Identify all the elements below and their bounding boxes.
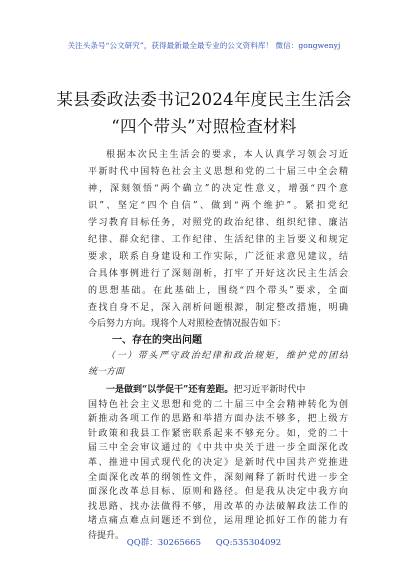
document-title-line-2: “四个带头”对照检查材料 — [111, 117, 297, 136]
point-1-text: 把习近平新时代中 — [233, 385, 306, 395]
point-1-first-line — [106, 383, 348, 398]
intro-line: 今后努力方向。现将个人对照检查情况报告如下： — [88, 319, 287, 329]
intro-line: 识”、坚定“四个自信”、做到“两个维护”。紧扣党纪 — [88, 201, 348, 211]
point-1-line: 堵点痛点难点问题还不到位，运用理论抓好工作的能力有 — [88, 516, 348, 527]
document-title-line-1: 某县委政法委书记2024年度民主生活会 — [56, 90, 352, 109]
intro-line: 平新时代中国特色社会主义思想和党的二十届三中全会精 — [88, 167, 348, 177]
intro-line: 合具体事例进行了深刻剖析，打牢了开好这次民主生活会 — [88, 269, 348, 279]
intro-line: 查找自身不足，深入剖析问题根源，制定整改措施，明确 — [88, 303, 348, 313]
point-1-line: 待提升。 — [88, 531, 125, 541]
footer-qq-group: QQ群：30265665 — [126, 538, 201, 548]
intro-line: 纪律、群众纪律、工作纪律、生活纪律的主旨要义和规定 — [88, 235, 348, 245]
point-1-line: 新推动各项工作的思路和举措方面办法不够多，把上级方 — [88, 414, 348, 425]
point-1-line: 针政策和我县工作紧密联系起来不够充分。如，党的二十 — [88, 428, 348, 439]
point-1-line: 全面深化改革的纲领性文件，深刻阐释了新时代进一步全 — [88, 472, 348, 483]
footer-qq: QQ:535304092 — [215, 538, 282, 548]
point-1-line: 革、推进中国式现代化的决定》是新时代中国共产党推进 — [88, 458, 348, 468]
header-note: 关注头条号“公文研究”，获得最新最全最专业的公文资料库！ 微信：gongwenyj — [67, 41, 341, 50]
intro-line: 学习教育目标任务，对照党的政治纪律、组织纪律、廉洁 — [88, 218, 348, 228]
intro-line: 要求，联系自身建设和工作实际，广泛征求意见建议，结 — [88, 252, 348, 262]
point-1-line: 找思路、找办法做得不够，用改革的办法破解政法工作的 — [88, 501, 348, 512]
point-1-line: 届三中全会审议通过的《中共中央关于进一步全面深化改 — [88, 443, 348, 454]
intro-line: 根据本次民主生活会的要求，本人认真学习领会习近 — [106, 150, 348, 160]
intro-line: 神，深刻领悟“两个确立”的决定性意义，增强“四个意 — [88, 184, 348, 194]
subsection-heading-line-2: 统一方面 — [88, 367, 125, 377]
point-1-line: 面深化改革总目标、原则和路径。但是我从决定中我方向 — [88, 487, 348, 498]
subsection-heading-line-1: （一）带头严守政治纪律和政治规矩，维护党的团结 — [106, 351, 348, 361]
point-1-line: 国特色社会主义思想和党的二十届三中全会精神转化为创 — [88, 399, 348, 410]
section-heading: 一、存在的突出问题 — [112, 335, 202, 346]
intro-line: 的思想基础。在此基础上，围绕“四个带头”要求，全面 — [88, 286, 348, 296]
point-1-lead: 一是做到“以学促干”还有差距。 — [106, 385, 234, 395]
